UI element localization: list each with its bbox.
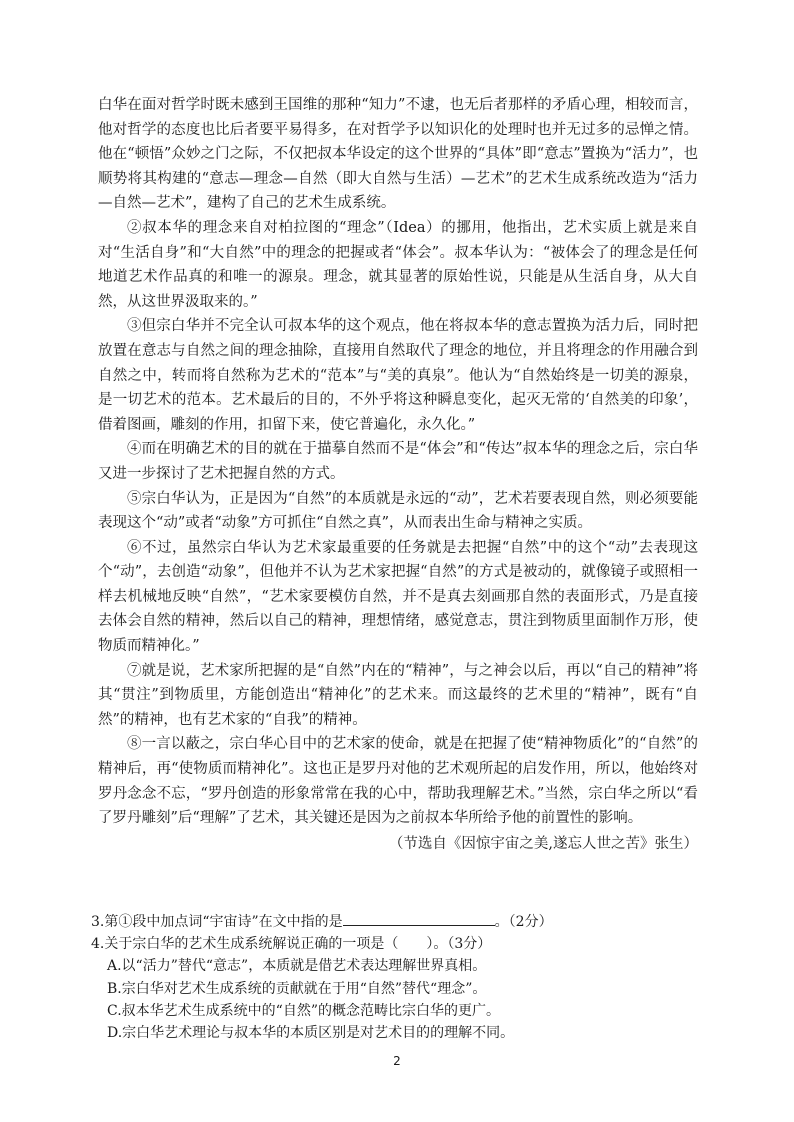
paragraph-8: ⑧一言以蔽之，宗白华心目中的艺术家的使命，就是在把握了使“精神物质化”的“自然”的精神后，再“使物质而精神化”。这也正是罗丹对他的艺术观所起的启发作用，所以，他始终对罗丹念念不忘，“罗丹创造的形象常常在我的心中，帮助我理解艺术。”当然，宗白华之所以“看了罗丹雕刻”后“理解”了艺术，其关键还是因为之前叔本华所给予他的前置性的影响。 — [98, 736, 698, 827]
option-d: D.宗白华艺术理论与叔本华的本质区别是对艺术目的的理解不同。 — [107, 1025, 515, 1042]
question-3-stem: 3.第①段中加点词“宇宙诗”在文中指的是 — [91, 914, 343, 930]
paragraph-5: ⑤宗白华认为，正是因为“自然”的本质就是永远的“动”，艺术若要表现自然，则必须要能表现这个“动”或者“动象”方可抓住“自然之真”，从而表出生命与精神之实质。 — [98, 490, 698, 532]
passage — [98, 93, 698, 856]
paragraph-1-continued: 白华在面对哲学时既未感到王国维的那种“知力”不逮，也无后者那样的矛盾心理，相较而言，他对哲学的态度也比后者要平易得多，在对哲学予以知识化的处理时也并无过多的忌惮之情。他在“顿悟”众妙之门之际，不仅把叔本华设定的这个世界的“具体”即“意志”置换为“活力”，也顺势将其构建的“意志—理念—自然（即大自然与生活）—艺术”的艺术生成系统改造为“活力—自然—艺术”，建构了自己的艺术生成系统。 — [98, 97, 698, 212]
option-a: A.以“活力”替代“意志”，本质就是借艺术表达理解世界真相。 — [107, 958, 487, 975]
question-3-points: 。（2分） — [494, 914, 553, 930]
question-4-stem: 4.关于宗白华的艺术生成系统解说正确的一项是（ ）。（3分） — [91, 936, 492, 953]
option-b: B.宗白华对艺术生成系统的贡献就在于用“自然”替代“理念”。 — [107, 980, 487, 997]
questions — [91, 910, 711, 1044]
answer-blank[interactable] — [343, 910, 495, 926]
paragraph-7: ⑦就是说，艺术家所把握的是“自然”内在的“精神”，与之神会以后，再以“自己的精神”将其“贯注”到物质里，方能创造出“精神化”的艺术来。而这最终的艺术里的“精神”，既有“自然”的精神，也有艺术家的“自我”的精神。 — [98, 662, 698, 728]
question-3 — [91, 910, 711, 933]
paragraph-4: ④而在明确艺术的目的就在于描摹自然而不是“体会”和“传达”叔本华的理念之后，宗白华又进一步探讨了艺术把握自然的方式。 — [98, 441, 698, 482]
paragraph-2: ②叔本华的理念来自对柏拉图的“理念”（Idea）的挪用，他指出，艺术实质上就是来自对“生活自身”和“大自然”中的理念的把握或者“体会”。叔本华认为：“被体会了的理念是任何地道艺术作品真的和唯一的源泉。理念，就其显著的原始性说，只能是从生活自身，从大自然，从这世界汲取来的。” — [98, 219, 698, 310]
option-c: C.叔本华艺术生成系统中的“自然”的概念范畴比宗白华的更广。 — [107, 1002, 500, 1019]
paragraph-3: ③但宗白华并不完全认可叔本华的这个观点，他在将叔本华的意志置换为活力后，同时把放置在意志与自然之间的理念抽除，直接用自然取代了理念的地位，并且将理念的作用融合到自然之中，转而将自然称为艺术的“范本”与“美的真泉”。他认为“自然始终是一切美的源泉，是一切艺术的范本。艺术最后的目的，不外乎将这种瞬息变化，起灭无常的‘自然美的印象’，借着图画，雕刻的作用，扣留下来，使它普遍化，永久化。” — [98, 318, 698, 433]
page-number: 2 — [393, 1054, 401, 1068]
source-citation: （节选自《因惊宇宙之美,遂忘人世之苦》张生） — [388, 835, 698, 852]
paragraph-6: ⑥不过，虽然宗白华认为艺术家最重要的任务就是去把握“自然”中的这个“动”去表现这个“动”，去创造“动象”，但他并不认为艺术家把握“自然”的方式是被动的，就像镜子或照相一样去机械地反映“自然”，“艺术家要模仿自然，并不是真去刻画那自然的表面形式，乃是直接去体会自然的精神，然后以自己的精神，理想情绪，感觉意志，贯注到物质里面制作万形，使物质而精神化。” — [98, 539, 698, 655]
